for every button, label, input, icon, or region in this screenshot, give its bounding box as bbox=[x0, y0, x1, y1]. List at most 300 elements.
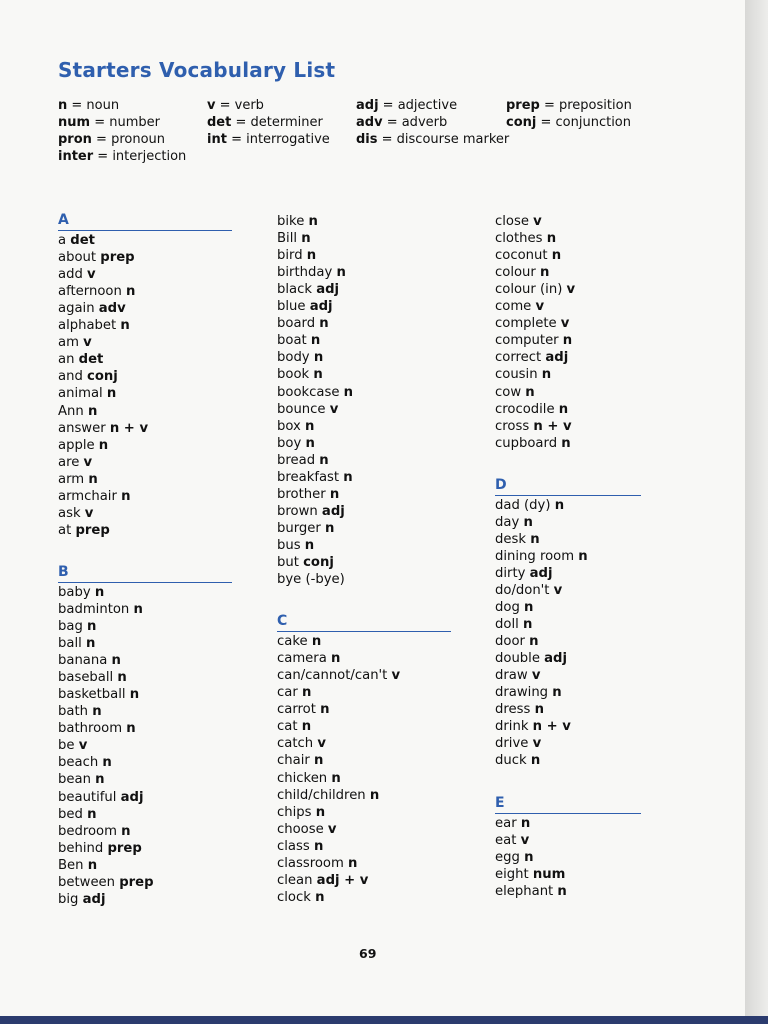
entry-part-of-speech: adj bbox=[82, 891, 106, 907]
vocabulary-entry bbox=[58, 249, 135, 266]
entry-word: armchair bbox=[58, 488, 122, 504]
vocabulary-entry bbox=[495, 633, 539, 650]
entry-word: complete bbox=[495, 316, 561, 332]
legend-item bbox=[207, 97, 264, 114]
legend-item bbox=[356, 97, 457, 114]
entry-word: bed bbox=[58, 806, 88, 822]
vocabulary-entry bbox=[495, 752, 540, 769]
entry-word: chicken bbox=[277, 770, 332, 786]
vocabulary-entry bbox=[277, 298, 333, 315]
entry-word: double bbox=[495, 651, 545, 667]
entry-part-of-speech: n bbox=[301, 719, 312, 735]
vocabulary-entry bbox=[58, 737, 87, 754]
entry-part-of-speech: conj bbox=[87, 369, 118, 385]
entry-part-of-speech: adj bbox=[120, 789, 144, 805]
entry-part-of-speech: n bbox=[320, 702, 330, 718]
entry-word: am bbox=[58, 335, 84, 351]
scanner-edge bbox=[0, 1016, 768, 1024]
legend-item bbox=[58, 148, 186, 165]
entry-part-of-speech: n bbox=[305, 435, 315, 451]
entry-word: doll bbox=[495, 617, 523, 633]
entry-part-of-speech: n bbox=[313, 350, 324, 366]
entry-word: and bbox=[58, 369, 88, 385]
entry-part-of-speech: adj bbox=[545, 350, 569, 366]
vocabulary-entry bbox=[495, 849, 533, 866]
entry-part-of-speech: v bbox=[391, 668, 401, 684]
vocabulary-entry bbox=[58, 686, 139, 703]
entry-word: carrot bbox=[277, 702, 321, 718]
entry-part-of-speech: n bbox=[87, 619, 97, 634]
entry-word: cross bbox=[495, 418, 534, 434]
entry-part-of-speech: v bbox=[531, 668, 541, 684]
entry-word: big bbox=[58, 891, 83, 907]
entry-word: brown bbox=[277, 503, 322, 519]
entry-word: computer bbox=[495, 333, 563, 349]
vocabulary-entry bbox=[277, 452, 329, 469]
legend-item bbox=[58, 131, 165, 148]
vocabulary-entry bbox=[58, 703, 102, 720]
entry-part-of-speech: n bbox=[304, 537, 315, 553]
entry-part-of-speech: n bbox=[343, 384, 354, 400]
entry-part-of-speech: det bbox=[78, 352, 104, 368]
entry-part-of-speech: n bbox=[524, 600, 534, 615]
vocabulary-entry bbox=[58, 471, 98, 488]
entry-word: banana bbox=[58, 653, 112, 669]
entry-word: book bbox=[277, 367, 314, 383]
vocabulary-entry bbox=[277, 684, 311, 701]
page-title: Starters Vocabulary List bbox=[58, 58, 336, 82]
entry-word: clothes bbox=[495, 231, 547, 247]
entry-part-of-speech: n bbox=[369, 787, 380, 803]
entry-word: boy bbox=[277, 435, 306, 451]
vocabulary-entry bbox=[58, 334, 92, 351]
vocabulary-entry bbox=[58, 789, 143, 806]
entry-part-of-speech: n bbox=[95, 772, 105, 788]
entry-part-of-speech: conj bbox=[303, 555, 334, 570]
entry-word: cat bbox=[277, 719, 302, 735]
entry-part-of-speech: v bbox=[566, 282, 576, 298]
section-rule bbox=[58, 582, 232, 583]
entry-word: burger bbox=[277, 520, 326, 536]
entry-word: between bbox=[58, 874, 120, 890]
entry-part-of-speech: prep bbox=[119, 874, 154, 890]
vocabulary-entry bbox=[277, 889, 324, 906]
entry-part-of-speech: v bbox=[87, 267, 96, 283]
vocabulary-entry bbox=[277, 230, 311, 247]
legend-item bbox=[58, 97, 119, 114]
entry-part-of-speech: n + v bbox=[532, 719, 571, 735]
vocabulary-entry bbox=[277, 503, 345, 520]
vocabulary-entry bbox=[495, 701, 544, 718]
vocabulary-entry bbox=[277, 804, 325, 821]
legend-definition: = preposition bbox=[539, 98, 632, 113]
entry-part-of-speech: n bbox=[94, 584, 105, 600]
entry-part-of-speech: n bbox=[313, 753, 324, 769]
section-rule bbox=[495, 495, 641, 496]
vocabulary-entry bbox=[277, 554, 334, 571]
entry-word: colour bbox=[495, 265, 541, 281]
vocabulary-entry bbox=[58, 368, 118, 385]
entry-word: car bbox=[277, 685, 302, 701]
entry-part-of-speech: n bbox=[87, 857, 98, 873]
entry-word: Bill bbox=[277, 231, 302, 247]
entry-word: but bbox=[277, 555, 304, 570]
entry-part-of-speech: n bbox=[126, 284, 136, 300]
entry-word: body bbox=[277, 350, 314, 366]
vocabulary-entry bbox=[58, 874, 154, 891]
entry-part-of-speech: n bbox=[343, 469, 353, 485]
page-edge bbox=[745, 0, 768, 1024]
vocabulary-entry bbox=[495, 315, 569, 332]
entry-part-of-speech: n bbox=[562, 333, 573, 349]
entry-part-of-speech: n bbox=[129, 687, 140, 703]
section-letter: E bbox=[495, 794, 505, 811]
entry-part-of-speech: n bbox=[530, 753, 541, 769]
entry-part-of-speech: n bbox=[331, 770, 341, 786]
entry-part-of-speech: adj bbox=[309, 299, 333, 315]
vocabulary-entry bbox=[58, 806, 96, 823]
entry-part-of-speech: n bbox=[540, 265, 550, 281]
vocabulary-entry bbox=[495, 264, 549, 281]
legend-abbreviation: conj bbox=[506, 115, 537, 130]
vocabulary-entry bbox=[58, 635, 95, 652]
entry-part-of-speech: adv bbox=[98, 301, 126, 317]
entry-word: alphabet bbox=[58, 318, 121, 334]
vocabulary-entry bbox=[495, 298, 544, 315]
entry-word: duck bbox=[495, 753, 531, 769]
vocabulary-entry bbox=[277, 701, 329, 718]
vocabulary-entry bbox=[277, 247, 316, 264]
entry-part-of-speech: n bbox=[319, 316, 329, 332]
vocabulary-entry bbox=[277, 735, 326, 752]
entry-part-of-speech: n + v bbox=[533, 418, 572, 434]
entry-word: child/children bbox=[277, 787, 370, 803]
vocabulary-entry bbox=[58, 385, 116, 402]
legend-abbreviation: n bbox=[58, 98, 68, 113]
vocabulary-entry bbox=[277, 650, 340, 667]
vocabulary-entry bbox=[277, 838, 323, 855]
entry-word: correct bbox=[495, 350, 546, 366]
vocabulary-entry bbox=[495, 349, 568, 366]
vocabulary-entry bbox=[495, 213, 542, 230]
entry-part-of-speech: v bbox=[84, 505, 94, 521]
vocabulary-entry bbox=[58, 840, 142, 857]
entry-part-of-speech: n bbox=[111, 653, 121, 669]
entry-part-of-speech: n bbox=[313, 838, 324, 854]
entry-word: be bbox=[58, 738, 79, 754]
entry-word: drawing bbox=[495, 685, 553, 701]
entry-word: boat bbox=[277, 333, 311, 349]
entry-part-of-speech: n bbox=[98, 437, 109, 453]
entry-part-of-speech: n bbox=[522, 617, 533, 633]
entry-word: badminton bbox=[58, 601, 134, 617]
entry-part-of-speech: v bbox=[532, 736, 542, 752]
legend-abbreviation: int bbox=[207, 132, 227, 147]
entry-part-of-speech: n bbox=[331, 651, 341, 667]
section-rule bbox=[495, 813, 641, 814]
section-letter: C bbox=[277, 613, 288, 630]
entry-part-of-speech: prep bbox=[75, 522, 110, 538]
legend-definition: = noun bbox=[67, 98, 120, 113]
entry-part-of-speech: v bbox=[78, 738, 88, 754]
entry-word: baseball bbox=[58, 670, 118, 686]
entry-word: bus bbox=[277, 537, 305, 553]
entry-word: bye (-bye) bbox=[277, 572, 345, 588]
vocabulary-entry bbox=[58, 522, 110, 539]
entry-part-of-speech: n bbox=[530, 531, 540, 547]
entry-word: bag bbox=[58, 619, 88, 634]
entry-part-of-speech: adj + v bbox=[316, 872, 369, 888]
entry-word: coconut bbox=[495, 248, 552, 264]
legend-abbreviation: num bbox=[58, 115, 91, 130]
entry-part-of-speech: n bbox=[520, 815, 531, 831]
entry-part-of-speech: n bbox=[336, 265, 346, 281]
entry-part-of-speech: n bbox=[310, 333, 321, 349]
vocabulary-entry bbox=[58, 351, 103, 368]
vocabulary-entry bbox=[58, 283, 135, 300]
entry-part-of-speech: n bbox=[523, 514, 533, 530]
vocabulary-entry bbox=[58, 454, 92, 471]
legend-abbreviation: dis bbox=[356, 132, 378, 147]
vocabulary-entry bbox=[495, 418, 572, 435]
legend-item bbox=[506, 97, 632, 114]
vocabulary-entry bbox=[58, 403, 97, 420]
vocabulary-entry bbox=[58, 584, 104, 601]
vocabulary-entry bbox=[495, 531, 540, 548]
vocabulary-entry bbox=[277, 537, 314, 554]
entry-part-of-speech: adj bbox=[316, 282, 340, 298]
vocabulary-entry bbox=[277, 770, 341, 787]
legend-abbreviation: v bbox=[207, 98, 216, 113]
vocabulary-entry bbox=[495, 667, 540, 684]
vocabulary-entry bbox=[277, 872, 368, 889]
entry-word: bookcase bbox=[277, 384, 344, 400]
vocabulary-entry bbox=[58, 652, 121, 669]
entry-part-of-speech: n bbox=[92, 704, 102, 720]
entry-part-of-speech: v bbox=[83, 335, 92, 351]
entry-word: behind bbox=[58, 840, 108, 856]
entry-word: afternoon bbox=[58, 284, 127, 300]
entry-part-of-speech: v bbox=[327, 821, 337, 837]
vocabulary-entry bbox=[495, 514, 533, 531]
legend-item bbox=[356, 131, 509, 148]
legend-definition: = interrogative bbox=[226, 132, 330, 147]
entry-part-of-speech: n bbox=[126, 721, 136, 737]
legend-definition: = conjunction bbox=[536, 115, 631, 130]
vocabulary-entry bbox=[277, 787, 379, 804]
entry-part-of-speech: v bbox=[553, 582, 563, 598]
legend-definition: = discourse marker bbox=[377, 132, 510, 147]
vocabulary-entry bbox=[58, 488, 130, 505]
entry-part-of-speech: n bbox=[329, 486, 340, 502]
vocabulary-entry bbox=[58, 771, 105, 788]
legend-abbreviation: pron bbox=[58, 132, 92, 147]
entry-word: clean bbox=[277, 872, 317, 888]
entry-part-of-speech: v bbox=[329, 401, 339, 417]
entry-word: basketball bbox=[58, 687, 130, 703]
entry-part-of-speech: v bbox=[83, 454, 93, 470]
vocabulary-entry bbox=[277, 667, 400, 684]
vocabulary-entry bbox=[495, 247, 561, 264]
entry-word: at bbox=[58, 522, 76, 538]
legend-item bbox=[207, 114, 323, 131]
entry-part-of-speech: n bbox=[315, 804, 326, 820]
entry-word: dad (dy) bbox=[495, 497, 555, 513]
entry-part-of-speech: n bbox=[121, 488, 131, 504]
entry-word: cake bbox=[277, 634, 312, 650]
section-letter: A bbox=[58, 212, 69, 228]
entry-part-of-speech: n bbox=[120, 318, 130, 334]
entry-part-of-speech: n bbox=[348, 855, 358, 871]
entry-part-of-speech: n bbox=[301, 685, 312, 701]
vocabulary-entry bbox=[58, 317, 130, 334]
entry-part-of-speech: n bbox=[551, 248, 562, 264]
section-letter: B bbox=[58, 563, 69, 580]
vocabulary-entry bbox=[495, 735, 541, 752]
vocabulary-entry bbox=[58, 891, 105, 908]
vocabulary-entry bbox=[495, 548, 588, 565]
entry-part-of-speech: n bbox=[578, 548, 588, 564]
entry-word: animal bbox=[58, 386, 107, 402]
entry-part-of-speech: n bbox=[301, 231, 311, 247]
entry-word: cousin bbox=[495, 367, 542, 383]
vocabulary-entry bbox=[495, 582, 562, 599]
entry-word: bread bbox=[277, 452, 320, 468]
vocabulary-entry bbox=[495, 332, 572, 349]
entry-part-of-speech: n bbox=[313, 367, 323, 383]
entry-word: brother bbox=[277, 486, 330, 502]
entry-part-of-speech: n bbox=[552, 685, 562, 701]
entry-part-of-speech: v bbox=[535, 299, 545, 315]
section-rule bbox=[58, 230, 232, 231]
entry-word: about bbox=[58, 250, 101, 266]
entry-part-of-speech: n bbox=[561, 435, 571, 451]
entry-word: elephant bbox=[495, 883, 558, 899]
entry-word: camera bbox=[277, 651, 331, 667]
vocabulary-entry bbox=[495, 866, 565, 883]
vocabulary-entry bbox=[277, 349, 323, 366]
vocabulary-entry bbox=[495, 815, 530, 832]
entry-part-of-speech: n bbox=[87, 806, 97, 822]
entry-word: egg bbox=[495, 849, 525, 865]
vocabulary-entry bbox=[58, 420, 148, 437]
entry-part-of-speech: n bbox=[325, 520, 335, 536]
vocabulary-entry bbox=[495, 230, 556, 247]
vocabulary-entry bbox=[58, 601, 143, 618]
entry-part-of-speech: n bbox=[308, 214, 318, 229]
entry-part-of-speech: n bbox=[133, 601, 143, 617]
vocabulary-entry bbox=[58, 266, 96, 283]
section-rule bbox=[277, 631, 451, 632]
vocabulary-entry bbox=[277, 281, 339, 298]
entry-part-of-speech: prep bbox=[100, 250, 135, 266]
entry-part-of-speech: n bbox=[558, 401, 569, 417]
entry-part-of-speech: adj bbox=[321, 503, 345, 519]
vocabulary-entry bbox=[58, 618, 96, 635]
entry-word: arm bbox=[58, 471, 89, 487]
entry-word: dress bbox=[495, 702, 535, 718]
entry-word: again bbox=[58, 301, 99, 317]
entry-word: an bbox=[58, 352, 79, 368]
entry-word: do/don't bbox=[495, 582, 554, 598]
vocabulary-entry bbox=[495, 650, 567, 667]
entry-part-of-speech: v bbox=[533, 214, 542, 229]
vocabulary-entry bbox=[277, 469, 353, 486]
entry-word: chair bbox=[277, 753, 314, 769]
entry-word: desk bbox=[495, 531, 531, 547]
vocabulary-entry bbox=[58, 857, 97, 874]
entry-word: bathroom bbox=[58, 721, 127, 737]
entry-word: door bbox=[495, 634, 530, 650]
entry-part-of-speech: n bbox=[315, 889, 325, 905]
legend-definition: = number bbox=[90, 115, 160, 130]
entry-part-of-speech: n bbox=[319, 452, 329, 468]
entry-word: breakfast bbox=[277, 469, 344, 485]
section-letter: D bbox=[495, 476, 507, 493]
entry-word: Ann bbox=[58, 403, 88, 419]
entry-part-of-speech: adj bbox=[529, 565, 553, 581]
vocabulary-entry bbox=[277, 821, 337, 838]
entry-word: dog bbox=[495, 600, 525, 615]
entry-word: black bbox=[277, 282, 317, 298]
entry-part-of-speech: n + v bbox=[109, 420, 149, 436]
vocabulary-entry bbox=[277, 366, 323, 383]
vocabulary-entry bbox=[277, 384, 353, 401]
entry-word: are bbox=[58, 454, 84, 470]
entry-part-of-speech: n bbox=[525, 384, 535, 400]
vocabulary-entry bbox=[58, 823, 131, 840]
entry-word: can/cannot/can't bbox=[277, 668, 392, 684]
entry-word: drink bbox=[495, 719, 533, 735]
legend-definition: = pronoun bbox=[91, 132, 165, 147]
vocabulary-entry bbox=[277, 633, 321, 650]
legend-item bbox=[506, 114, 631, 131]
vocabulary-entry bbox=[277, 486, 339, 503]
vocabulary-entry bbox=[495, 718, 571, 735]
entry-word: classroom bbox=[277, 855, 349, 871]
vocabulary-entry bbox=[277, 332, 320, 349]
entry-part-of-speech: n bbox=[117, 670, 127, 686]
entry-word: beautiful bbox=[58, 789, 121, 805]
vocabulary-entry bbox=[495, 435, 571, 452]
vocabulary-entry bbox=[277, 315, 329, 332]
entry-part-of-speech: adj bbox=[544, 651, 567, 667]
vocabulary-entry bbox=[495, 599, 533, 616]
page-number: 69 bbox=[359, 946, 377, 961]
vocabulary-entry bbox=[58, 300, 126, 317]
entry-part-of-speech: v bbox=[560, 316, 570, 332]
vocabulary-entry bbox=[277, 855, 357, 872]
entry-word: cow bbox=[495, 384, 526, 400]
entry-word: ask bbox=[58, 505, 85, 521]
legend-abbreviation: adj bbox=[356, 98, 379, 113]
entry-part-of-speech: num bbox=[532, 866, 566, 882]
entry-part-of-speech: n bbox=[85, 636, 96, 652]
legend-definition: = verb bbox=[215, 98, 264, 113]
entry-word: bird bbox=[277, 248, 307, 264]
entry-part-of-speech: n bbox=[524, 849, 534, 865]
entry-word: close bbox=[495, 214, 534, 229]
entry-word: clock bbox=[277, 889, 316, 905]
entry-word: bounce bbox=[277, 401, 330, 417]
entry-word: chips bbox=[277, 804, 316, 820]
legend-definition: = determiner bbox=[231, 115, 323, 130]
entry-word: answer bbox=[58, 420, 110, 436]
entry-word: box bbox=[277, 418, 306, 434]
vocabulary-entry bbox=[277, 520, 334, 537]
vocabulary-entry bbox=[58, 505, 93, 522]
vocabulary-entry bbox=[277, 571, 345, 588]
